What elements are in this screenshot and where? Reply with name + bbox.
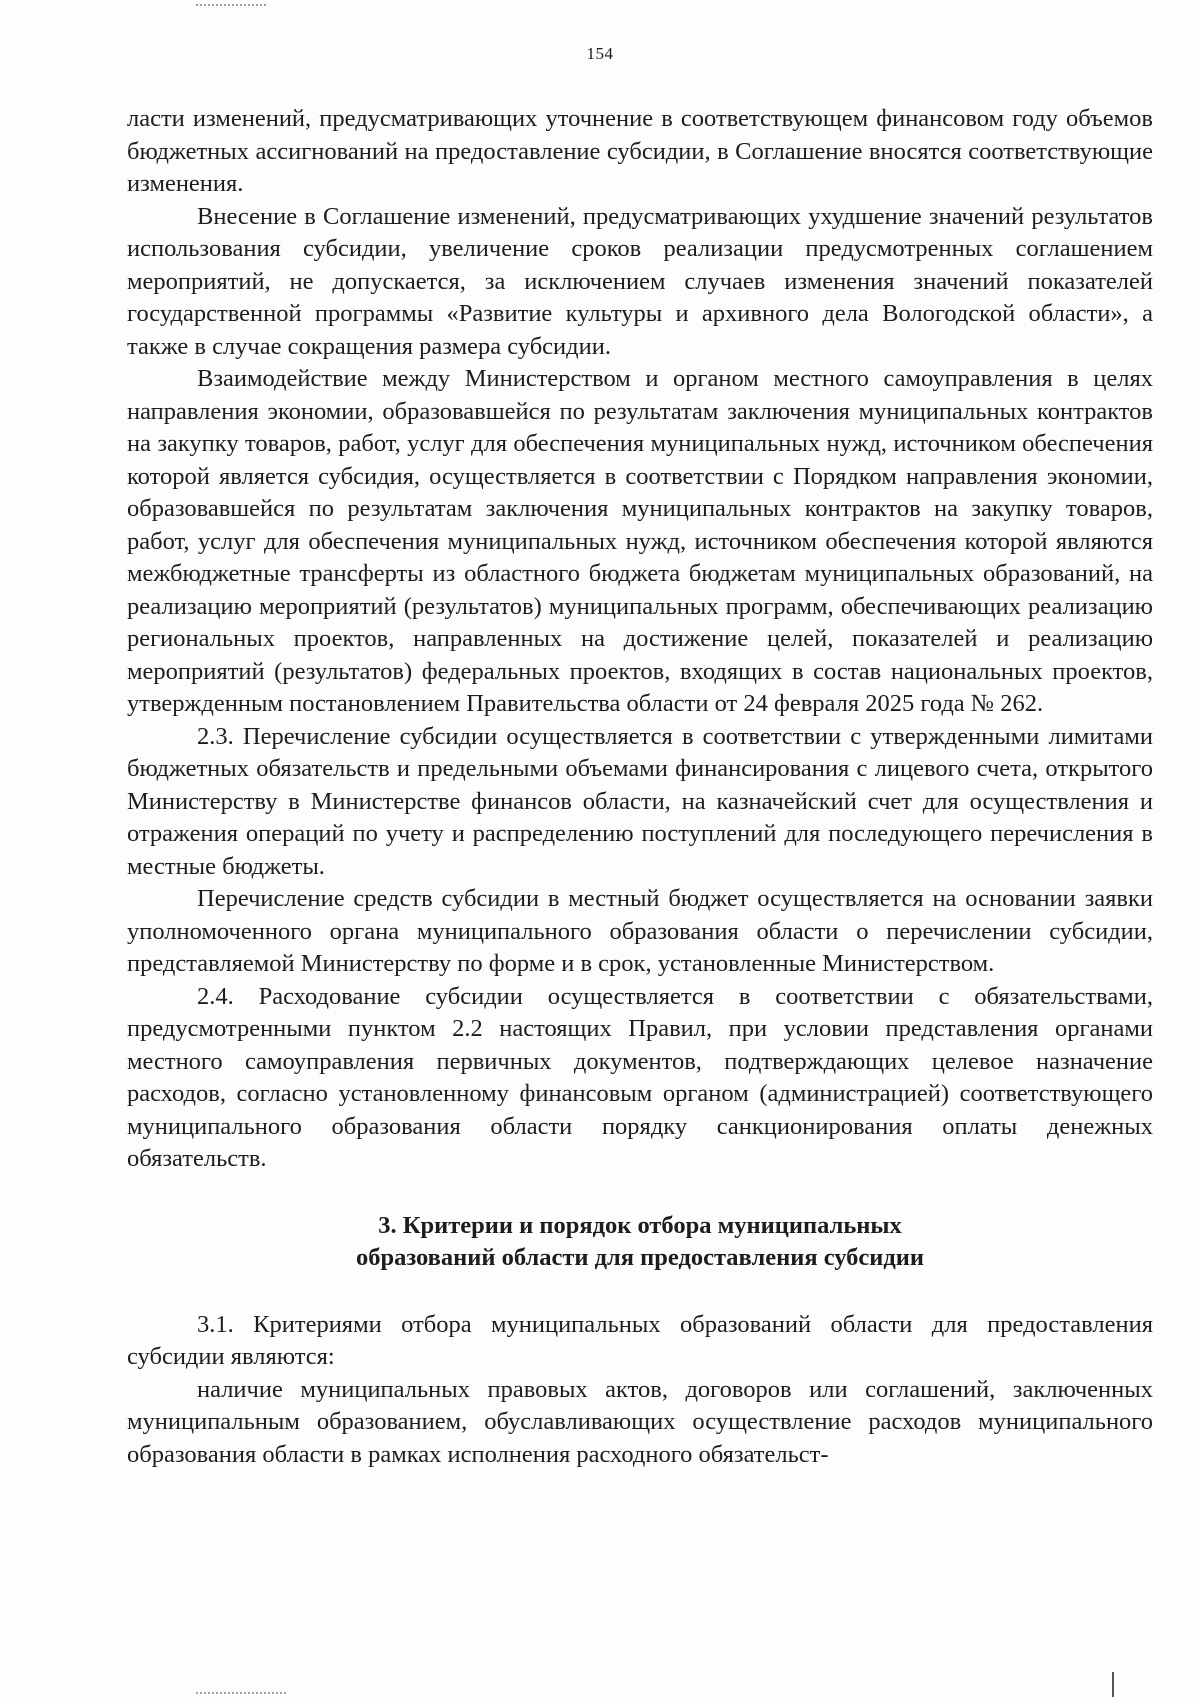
- scan-artifact-top: [196, 0, 266, 6]
- scan-artifact-edge: [1112, 1672, 1114, 1697]
- paragraph-3-1: 3.1. Критериями отбора муниципальных образований области для предоставления субсидии являются:: [127, 1310, 1153, 1370]
- page-number: 154: [586, 44, 614, 63]
- section-heading: [127, 1210, 1153, 1275]
- paragraph-continuation: ласти изменений, предусматривающих уточнение в соответствующем финансовом году объемов бюджетных ассигнований на предоставление субсидии, в Соглашение вносятся соответствующие изменения.: [127, 105, 1153, 197]
- section-heading-line-1: 3. Критерии и порядок отбора муниципальных: [378, 1211, 902, 1239]
- paragraph-savings-interaction: Взаимодействие между Министерством и органом местного самоуправления в целях направления экономии, образовавшейся по результатам заключения муниципальных контрактов на закупку товаров, работ, услуг для обеспечения муниципальных нужд, источником обеспечения которой является субсидия, осуществляется в соответствии с Порядком направления экономии, образовавшейся по результатам заключения муниципальных контрактов на закупку товаров, работ, услуг для обеспечения муниципальных нужд, источником обеспечения которой являются межбюджетные трансферты из областного бюджета бюджетам муниципальных образований, на реализацию мероприятий (результатов) муниципальных программ, обеспечивающих реализацию региональных проектов, направленных на достижение целей, показателей и реализацию мероприятий (результатов) федеральных проектов, входящих в состав национальных проектов, утвержденным постановлением Правительства области от 24 февраля 2025 года № 262.: [127, 365, 1153, 717]
- paragraph-transfer-request: Перечисление средств субсидии в местный бюджет осуществляется на основании заявки уполномоченного органа муниципального образования области о перечислении субсидии, представляемой Министерству по форме и в срок, установленные Министерством.: [127, 885, 1153, 977]
- scan-artifact-bottom: [196, 1690, 286, 1694]
- document-body: [127, 103, 1153, 1471]
- section-heading-line-2: образований области для предоставления субсидии: [355, 1244, 925, 1271]
- paragraph-2-4: 2.4. Расходование субсидии осуществляется в соответствии с обязательствами, предусмотренными пунктом 2.2 настоящих Правил, при условии представления органами местного самоуправления первичных документов, подтверждающих целевое назначение расходов, согласно установленному финансовым органом (администрацией) соответствующего муниципального образования области порядку санкционирования оплаты денежных обязательств.: [127, 982, 1153, 1172]
- paragraph-agreement-changes: Внесение в Соглашение изменений, предусматривающих ухудшение значений результатов использования субсидии, увеличение сроков реализации предусмотренных соглашением мероприятий, не допускается, за исключением случаев изменения значений показателей государственной программы «Развитие культуры и архивного дела Вологодской области», а также в случае сокращения размера субсидии.: [127, 202, 1153, 360]
- paragraph-criteria-item: наличие муниципальных правовых актов, договоров или соглашений, заключенных муниципальным образованием, обуславливающих осуществление расходов муниципального образования области в рамках исполнения расходного обязательст-: [127, 1375, 1153, 1468]
- paragraph-2-3: 2.3. Перечисление субсидии осуществляется в соответствии с утвержденными лимитами бюджетных обязательств и предельными объемами финансирования с лицевого счета, открытого Министерству в Министерстве финансов области, на казначейский счет для осуществления и отражения операций по учету и распределению поступлений для последующего перечисления в местные бюджеты.: [127, 722, 1153, 880]
